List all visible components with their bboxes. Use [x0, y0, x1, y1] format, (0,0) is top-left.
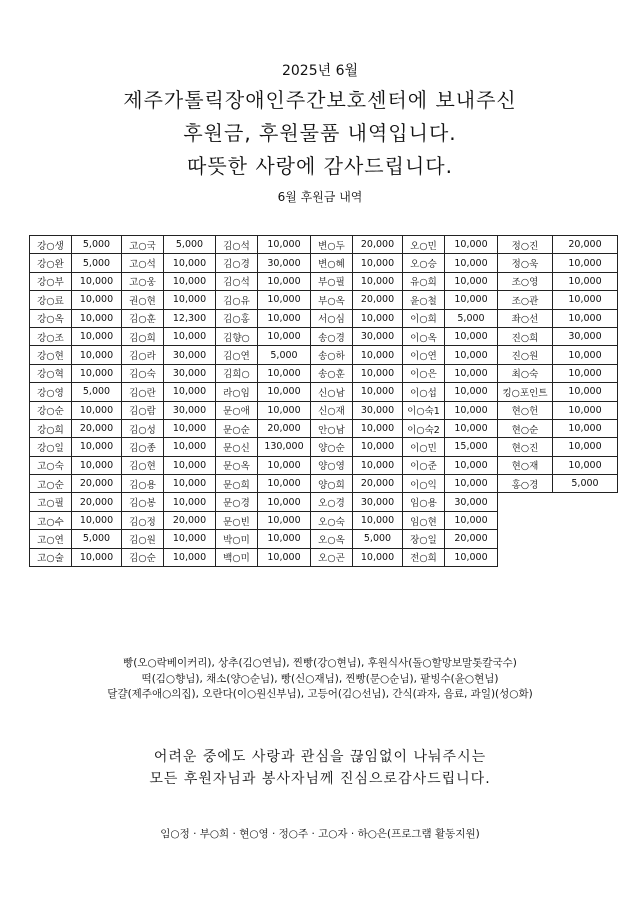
donation-amount-cell: 10,000 [164, 438, 216, 456]
donation-amount-cell: 10,000 [353, 419, 403, 437]
donor-name-cell: 이○연 [403, 346, 445, 364]
donation-amount-cell: 10,000 [445, 456, 498, 474]
table-row [30, 493, 618, 511]
donor-name-cell: 현○재 [498, 456, 553, 474]
donor-name-cell: 김○성 [122, 419, 164, 437]
donation-amount-cell: 10,000 [258, 493, 311, 511]
donor-name-cell: 이○숙1 [403, 401, 445, 419]
donor-name-cell: 홍○경 [498, 475, 553, 493]
donor-name-cell: 킹○포인트 [498, 383, 553, 401]
donation-amount-cell: 10,000 [258, 475, 311, 493]
donation-amount-cell: 10,000 [445, 236, 498, 254]
donor-name-cell: 김○경 [216, 254, 258, 272]
donor-name-cell: 오○승 [403, 254, 445, 272]
donation-amount-cell: 12,300 [164, 309, 216, 327]
donation-amount-cell: 10,000 [164, 419, 216, 437]
donation-amount-cell: 10,000 [553, 419, 618, 437]
donor-name-cell: 고○국 [122, 236, 164, 254]
donation-amount-cell: 30,000 [353, 401, 403, 419]
donation-amount-cell: 10,000 [258, 291, 311, 309]
donor-name-cell: 강○희 [30, 419, 72, 437]
donation-amount-cell: 10,000 [553, 309, 618, 327]
donation-amount-cell: 10,000 [72, 511, 122, 529]
donation-amount-cell: 20,000 [353, 475, 403, 493]
donor-name-cell: 양○영 [311, 456, 353, 474]
donor-name-cell: 이○희 [403, 309, 445, 327]
donor-name-cell: 안○남 [311, 419, 353, 437]
donor-name-cell: 강○완 [30, 254, 72, 272]
donor-name-cell: 좌○선 [498, 309, 553, 327]
donor-name-cell: 임○현 [403, 511, 445, 529]
donation-amount-cell: 30,000 [553, 327, 618, 345]
donor-name-cell: 임○용 [403, 493, 445, 511]
table-row [30, 346, 618, 364]
donor-name-cell: 강○순 [30, 401, 72, 419]
donation-amount-cell: 10,000 [353, 364, 403, 382]
table-row [30, 291, 618, 309]
donor-name-cell: 현○헌 [498, 401, 553, 419]
report-date: 2025년 6월 [281, 63, 359, 79]
donor-name-cell: 문○애 [216, 401, 258, 419]
donation-amount-cell: 10,000 [72, 346, 122, 364]
donor-name-cell: 강○혁 [30, 364, 72, 382]
table-row [30, 475, 618, 493]
donor-name-cell: 고○수 [30, 511, 72, 529]
donation-amount-cell: 10,000 [553, 272, 618, 290]
donation-amount-cell: 10,000 [72, 438, 122, 456]
donor-name-cell: 김○석 [216, 272, 258, 290]
donation-amount-cell: 10,000 [353, 511, 403, 529]
donor-name-cell: 신○재 [311, 401, 353, 419]
donation-amount-cell: 10,000 [353, 548, 403, 566]
donor-name-cell: 강○현 [30, 346, 72, 364]
donation-amount-cell: 10,000 [553, 291, 618, 309]
donor-name-cell: 이○섭 [403, 383, 445, 401]
donor-name-cell: 송○경 [311, 327, 353, 345]
donation-amount-cell: 10,000 [164, 493, 216, 511]
donor-name-cell: 유○희 [403, 272, 445, 290]
donor-name-cell: 이○은 [403, 364, 445, 382]
donation-amount-cell: 10,000 [445, 383, 498, 401]
donor-name-cell: 고○웅 [122, 272, 164, 290]
donation-amount-cell: 5,000 [353, 530, 403, 548]
donation-amount-cell: 10,000 [258, 364, 311, 382]
donation-amount-cell: 10,000 [164, 291, 216, 309]
donation-amount-cell: 20,000 [72, 493, 122, 511]
donor-name-cell: 오○민 [403, 236, 445, 254]
table-row [30, 309, 618, 327]
staff-list: 임○정 · 부○희 · 현○영 · 정○주 · 고○자 · 하○은(프로그램 활동지원) [160, 828, 480, 840]
donation-amount-cell: 10,000 [353, 456, 403, 474]
donor-name-cell: 강○부 [30, 272, 72, 290]
donation-amount-cell: 10,000 [445, 364, 498, 382]
donor-name-cell: 김○석 [216, 236, 258, 254]
donor-name-cell: 강○조 [30, 327, 72, 345]
donor-name-cell: 권○현 [122, 291, 164, 309]
donation-amount-cell: 20,000 [258, 419, 311, 437]
donation-amount-cell: 10,000 [553, 383, 618, 401]
donor-name-cell: 김○봉 [122, 493, 164, 511]
donation-amount-cell: 10,000 [445, 511, 498, 529]
table-row [30, 548, 618, 566]
donation-amount-cell: 10,000 [164, 254, 216, 272]
donor-name-cell: 윤○철 [403, 291, 445, 309]
donor-name-cell: 오○곤 [311, 548, 353, 566]
donor-name-cell: 장○일 [403, 530, 445, 548]
donor-name-cell: 정○욱 [498, 254, 553, 272]
table-row [30, 401, 618, 419]
donation-amount-cell: 10,000 [258, 272, 311, 290]
donor-name-cell: 김○훈 [122, 309, 164, 327]
donation-amount-cell: 10,000 [353, 346, 403, 364]
donation-amount-cell: 10,000 [258, 383, 311, 401]
empty-cell [553, 530, 618, 548]
donation-amount-cell: 10,000 [553, 401, 618, 419]
donor-name-cell: 이○익 [403, 475, 445, 493]
donor-name-cell: 백○미 [216, 548, 258, 566]
donation-amount-cell: 30,000 [353, 493, 403, 511]
donor-name-cell: 문○희 [216, 475, 258, 493]
donation-amount-cell: 20,000 [164, 511, 216, 529]
donation-amount-cell: 10,000 [353, 309, 403, 327]
donation-amount-cell: 30,000 [353, 327, 403, 345]
donation-amount-cell: 10,000 [445, 401, 498, 419]
donation-amount-cell: 10,000 [553, 456, 618, 474]
donation-amount-cell: 10,000 [164, 272, 216, 290]
donor-name-cell: 고○석 [122, 254, 164, 272]
donation-amount-cell: 10,000 [553, 364, 618, 382]
donation-table [29, 235, 618, 567]
donation-amount-cell: 5,000 [72, 383, 122, 401]
donor-name-cell: 박○미 [216, 530, 258, 548]
donor-name-cell: 고○연 [30, 530, 72, 548]
donor-name-cell: 전○희 [403, 548, 445, 566]
title-line-2: 후원금, 후원물품 내역입니다. [183, 121, 457, 145]
donor-name-cell: 문○순 [216, 419, 258, 437]
donor-name-cell: 김○숙 [122, 364, 164, 382]
donor-name-cell: 현○진 [498, 438, 553, 456]
donor-name-cell: 문○빈 [216, 511, 258, 529]
donation-amount-cell: 5,000 [258, 346, 311, 364]
thanks-line-2: 모든 후원자님과 봉사자님께 진심으로감사드립니다. [149, 771, 491, 787]
donation-amount-cell: 10,000 [445, 419, 498, 437]
donation-amount-cell: 10,000 [353, 272, 403, 290]
donation-amount-cell: 10,000 [353, 254, 403, 272]
empty-cell [498, 548, 553, 566]
donor-name-cell: 김○원 [122, 530, 164, 548]
donation-amount-cell: 20,000 [445, 530, 498, 548]
donor-name-cell: 김○연 [216, 346, 258, 364]
empty-cell [498, 530, 553, 548]
donation-amount-cell: 10,000 [164, 456, 216, 474]
donor-name-cell: 김○홍 [216, 309, 258, 327]
title-line-3: 따뜻한 사랑에 감사드립니다. [187, 154, 453, 178]
donor-name-cell: 김○람 [122, 401, 164, 419]
donation-amount-cell: 5,000 [553, 475, 618, 493]
donor-name-cell: 고○숙 [30, 456, 72, 474]
donor-name-cell: 양○순 [311, 438, 353, 456]
donor-name-cell: 신○남 [311, 383, 353, 401]
donor-name-cell: 김○정 [122, 511, 164, 529]
donor-name-cell: 고○필 [30, 493, 72, 511]
donor-name-cell: 문○옥 [216, 456, 258, 474]
donation-amount-cell: 10,000 [258, 327, 311, 345]
thanks-line-1: 어려운 중에도 사랑과 관심을 끊임없이 나눠주시는 [153, 749, 487, 765]
table-row [30, 272, 618, 290]
table-row [30, 254, 618, 272]
donation-amount-cell: 5,000 [164, 236, 216, 254]
donation-amount-cell: 15,000 [445, 438, 498, 456]
empty-cell [498, 511, 553, 529]
donor-name-cell: 오○옥 [311, 530, 353, 548]
donor-name-cell: 오○경 [311, 493, 353, 511]
donation-amount-cell: 10,000 [258, 401, 311, 419]
donor-name-cell: 김○순 [122, 548, 164, 566]
donation-amount-cell: 10,000 [72, 309, 122, 327]
donor-name-cell: 김○라 [122, 346, 164, 364]
donation-amount-cell: 5,000 [445, 309, 498, 327]
donation-amount-cell: 10,000 [72, 548, 122, 566]
donor-name-cell: 현○순 [498, 419, 553, 437]
empty-cell [498, 493, 553, 511]
donation-amount-cell: 5,000 [72, 530, 122, 548]
table-row [30, 419, 618, 437]
donation-amount-cell: 10,000 [72, 456, 122, 474]
donor-name-cell: 고○술 [30, 548, 72, 566]
donor-name-cell: 문○신 [216, 438, 258, 456]
donation-amount-cell: 10,000 [72, 364, 122, 382]
donor-name-cell: 최○숙 [498, 364, 553, 382]
empty-cell [553, 493, 618, 511]
donation-amount-cell: 10,000 [72, 327, 122, 345]
donation-amount-cell: 10,000 [553, 346, 618, 364]
table-row [30, 456, 618, 474]
donation-amount-cell: 10,000 [353, 383, 403, 401]
donor-name-cell: 강○옥 [30, 309, 72, 327]
donor-name-cell: 김○유 [216, 291, 258, 309]
donation-amount-cell: 10,000 [164, 548, 216, 566]
donor-name-cell: 조○관 [498, 291, 553, 309]
donation-amount-cell: 5,000 [72, 254, 122, 272]
donation-amount-cell: 30,000 [164, 346, 216, 364]
donor-name-cell: 김○희 [122, 327, 164, 345]
table-row [30, 530, 618, 548]
donation-amount-cell: 20,000 [72, 475, 122, 493]
donation-amount-cell: 20,000 [353, 236, 403, 254]
donation-amount-cell: 10,000 [164, 327, 216, 345]
donor-name-cell: 부○옥 [311, 291, 353, 309]
donation-amount-cell: 10,000 [445, 327, 498, 345]
table-row [30, 364, 618, 382]
goods-line-2: 떡(김○향님), 채소(양○순님), 빵(신○재님), 찐빵(문○순님), 팥빙수(윤○현님) [141, 673, 499, 685]
donation-amount-cell: 10,000 [445, 548, 498, 566]
donation-amount-cell: 30,000 [164, 364, 216, 382]
donation-amount-cell: 30,000 [445, 493, 498, 511]
donor-name-cell: 이○준 [403, 456, 445, 474]
table-row [30, 438, 618, 456]
donation-amount-cell: 10,000 [258, 548, 311, 566]
donor-name-cell: 고○순 [30, 475, 72, 493]
donor-name-cell: 송○훈 [311, 364, 353, 382]
donor-name-cell: 서○심 [311, 309, 353, 327]
goods-line-1: 빵(오○락베이커리), 상추(김○연님), 찐빵(강○현님), 후원식사(돌○할망보말톳칼국수) [123, 657, 517, 669]
donor-name-cell: 김향○ [216, 327, 258, 345]
donation-subtitle: 6월 후원금 내역 [277, 190, 363, 204]
donation-amount-cell: 20,000 [553, 236, 618, 254]
donor-name-cell: 강○생 [30, 236, 72, 254]
donation-amount-cell: 10,000 [164, 383, 216, 401]
donation-amount-cell: 130,000 [258, 438, 311, 456]
donation-amount-cell: 10,000 [553, 254, 618, 272]
donation-amount-cell: 20,000 [353, 291, 403, 309]
donation-amount-cell: 10,000 [258, 530, 311, 548]
table-row [30, 511, 618, 529]
donor-name-cell: 김○란 [122, 383, 164, 401]
donor-name-cell: 변○혜 [311, 254, 353, 272]
donor-name-cell: 김희○ [216, 364, 258, 382]
donation-amount-cell: 10,000 [445, 475, 498, 493]
donation-amount-cell: 10,000 [258, 456, 311, 474]
donor-name-cell: 진○희 [498, 327, 553, 345]
donation-amount-cell: 10,000 [445, 346, 498, 364]
donor-name-cell: 이○옥 [403, 327, 445, 345]
table-row [30, 383, 618, 401]
donor-name-cell: 조○영 [498, 272, 553, 290]
donor-name-cell: 오○숙 [311, 511, 353, 529]
donation-amount-cell: 10,000 [72, 401, 122, 419]
donor-name-cell: 양○희 [311, 475, 353, 493]
donation-amount-cell: 10,000 [445, 272, 498, 290]
donation-amount-cell: 10,000 [72, 291, 122, 309]
donor-name-cell: 부○필 [311, 272, 353, 290]
empty-cell [553, 511, 618, 529]
donation-amount-cell: 10,000 [164, 475, 216, 493]
donor-name-cell: 강○료 [30, 291, 72, 309]
donation-amount-cell: 10,000 [258, 309, 311, 327]
donation-amount-cell: 10,000 [164, 530, 216, 548]
donation-amount-cell: 10,000 [353, 438, 403, 456]
donation-amount-cell: 5,000 [72, 236, 122, 254]
donor-name-cell: 이○민 [403, 438, 445, 456]
donor-name-cell: 라○임 [216, 383, 258, 401]
table-row [30, 327, 618, 345]
donor-name-cell: 정○진 [498, 236, 553, 254]
donation-amount-cell: 10,000 [258, 511, 311, 529]
donation-amount-cell: 30,000 [164, 401, 216, 419]
table-row [30, 236, 618, 254]
donor-name-cell: 송○하 [311, 346, 353, 364]
donation-amount-cell: 10,000 [72, 272, 122, 290]
donor-name-cell: 강○영 [30, 383, 72, 401]
donor-name-cell: 진○원 [498, 346, 553, 364]
donor-name-cell: 김○용 [122, 475, 164, 493]
donor-name-cell: 강○일 [30, 438, 72, 456]
empty-cell [553, 548, 618, 566]
donor-name-cell: 이○숙2 [403, 419, 445, 437]
donor-name-cell: 김○종 [122, 438, 164, 456]
donation-amount-cell: 10,000 [445, 291, 498, 309]
donation-amount-cell: 10,000 [258, 236, 311, 254]
title-line-1: 제주가톨릭장애인주간보호센터에 보내주신 [123, 88, 517, 112]
donation-amount-cell: 10,000 [445, 254, 498, 272]
donation-amount-cell: 10,000 [553, 438, 618, 456]
donor-name-cell: 문○경 [216, 493, 258, 511]
donation-amount-cell: 30,000 [258, 254, 311, 272]
donor-name-cell: 김○현 [122, 456, 164, 474]
goods-line-3: 달걀(제주애○의집), 오란다(이○원신부님), 고등어(김○선님), 간식(과자, 음료, 과일)(성○화) [107, 688, 533, 700]
donor-name-cell: 변○두 [311, 236, 353, 254]
donation-amount-cell: 20,000 [72, 419, 122, 437]
